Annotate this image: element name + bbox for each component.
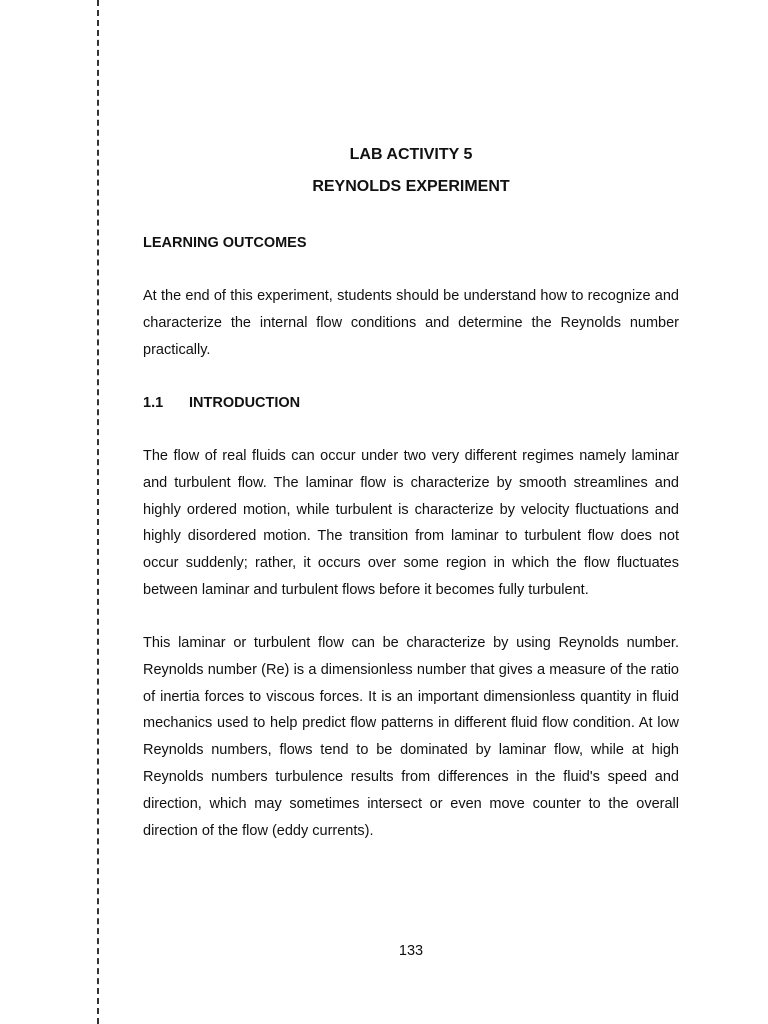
introduction-paragraph-2: This laminar or turbulent flow can be characterize by using Reynolds number. Reynolds number (Re) is a dimensionless number that gives a measure of the ratio of inertia forces to viscous forces. It is an important dimensionless quantity in fluid mechanics used to help predict flow patterns in different fluid flow condition. At low Reynolds numbers, flows tend to be dominated by laminar flow, while at high Reynolds numbers turbulence results from differences in the fluid's speed and direction, which may sometimes intersect or even move counter to the overall direction of the flow (eddy currents). — [143, 635, 679, 839]
section-title: INTRODUCTION — [189, 395, 301, 411]
introduction-heading — [143, 393, 300, 413]
document-title: LAB ACTIVITY 5 — [349, 146, 473, 163]
page-number: 133 — [398, 943, 424, 959]
learning-outcomes-heading: LEARNING OUTCOMES — [143, 235, 307, 251]
introduction-paragraph-1: The flow of real fluids can occur under two very different regimes namely laminar and turbulent flow. The laminar flow is characterize by smooth streamlines and highly ordered motion, while turbulent is characterize by velocity fluctuations and highly disordered motion. The transition from laminar to turbulent flow does not occur suddenly; rather, it occurs over some region in which the flow fluctuates between laminar and turbulent flows before it becomes fully turbulent. — [143, 448, 679, 598]
document-subtitle: REYNOLDS EXPERIMENT — [312, 178, 510, 195]
binding-margin-line — [97, 0, 99, 1024]
learning-outcomes-paragraph: At the end of this experiment, students should be understand how to recognize and characterize the internal flow conditions and determine the Reynolds number practically. — [143, 288, 679, 358]
section-number: 1.1 — [143, 395, 164, 411]
